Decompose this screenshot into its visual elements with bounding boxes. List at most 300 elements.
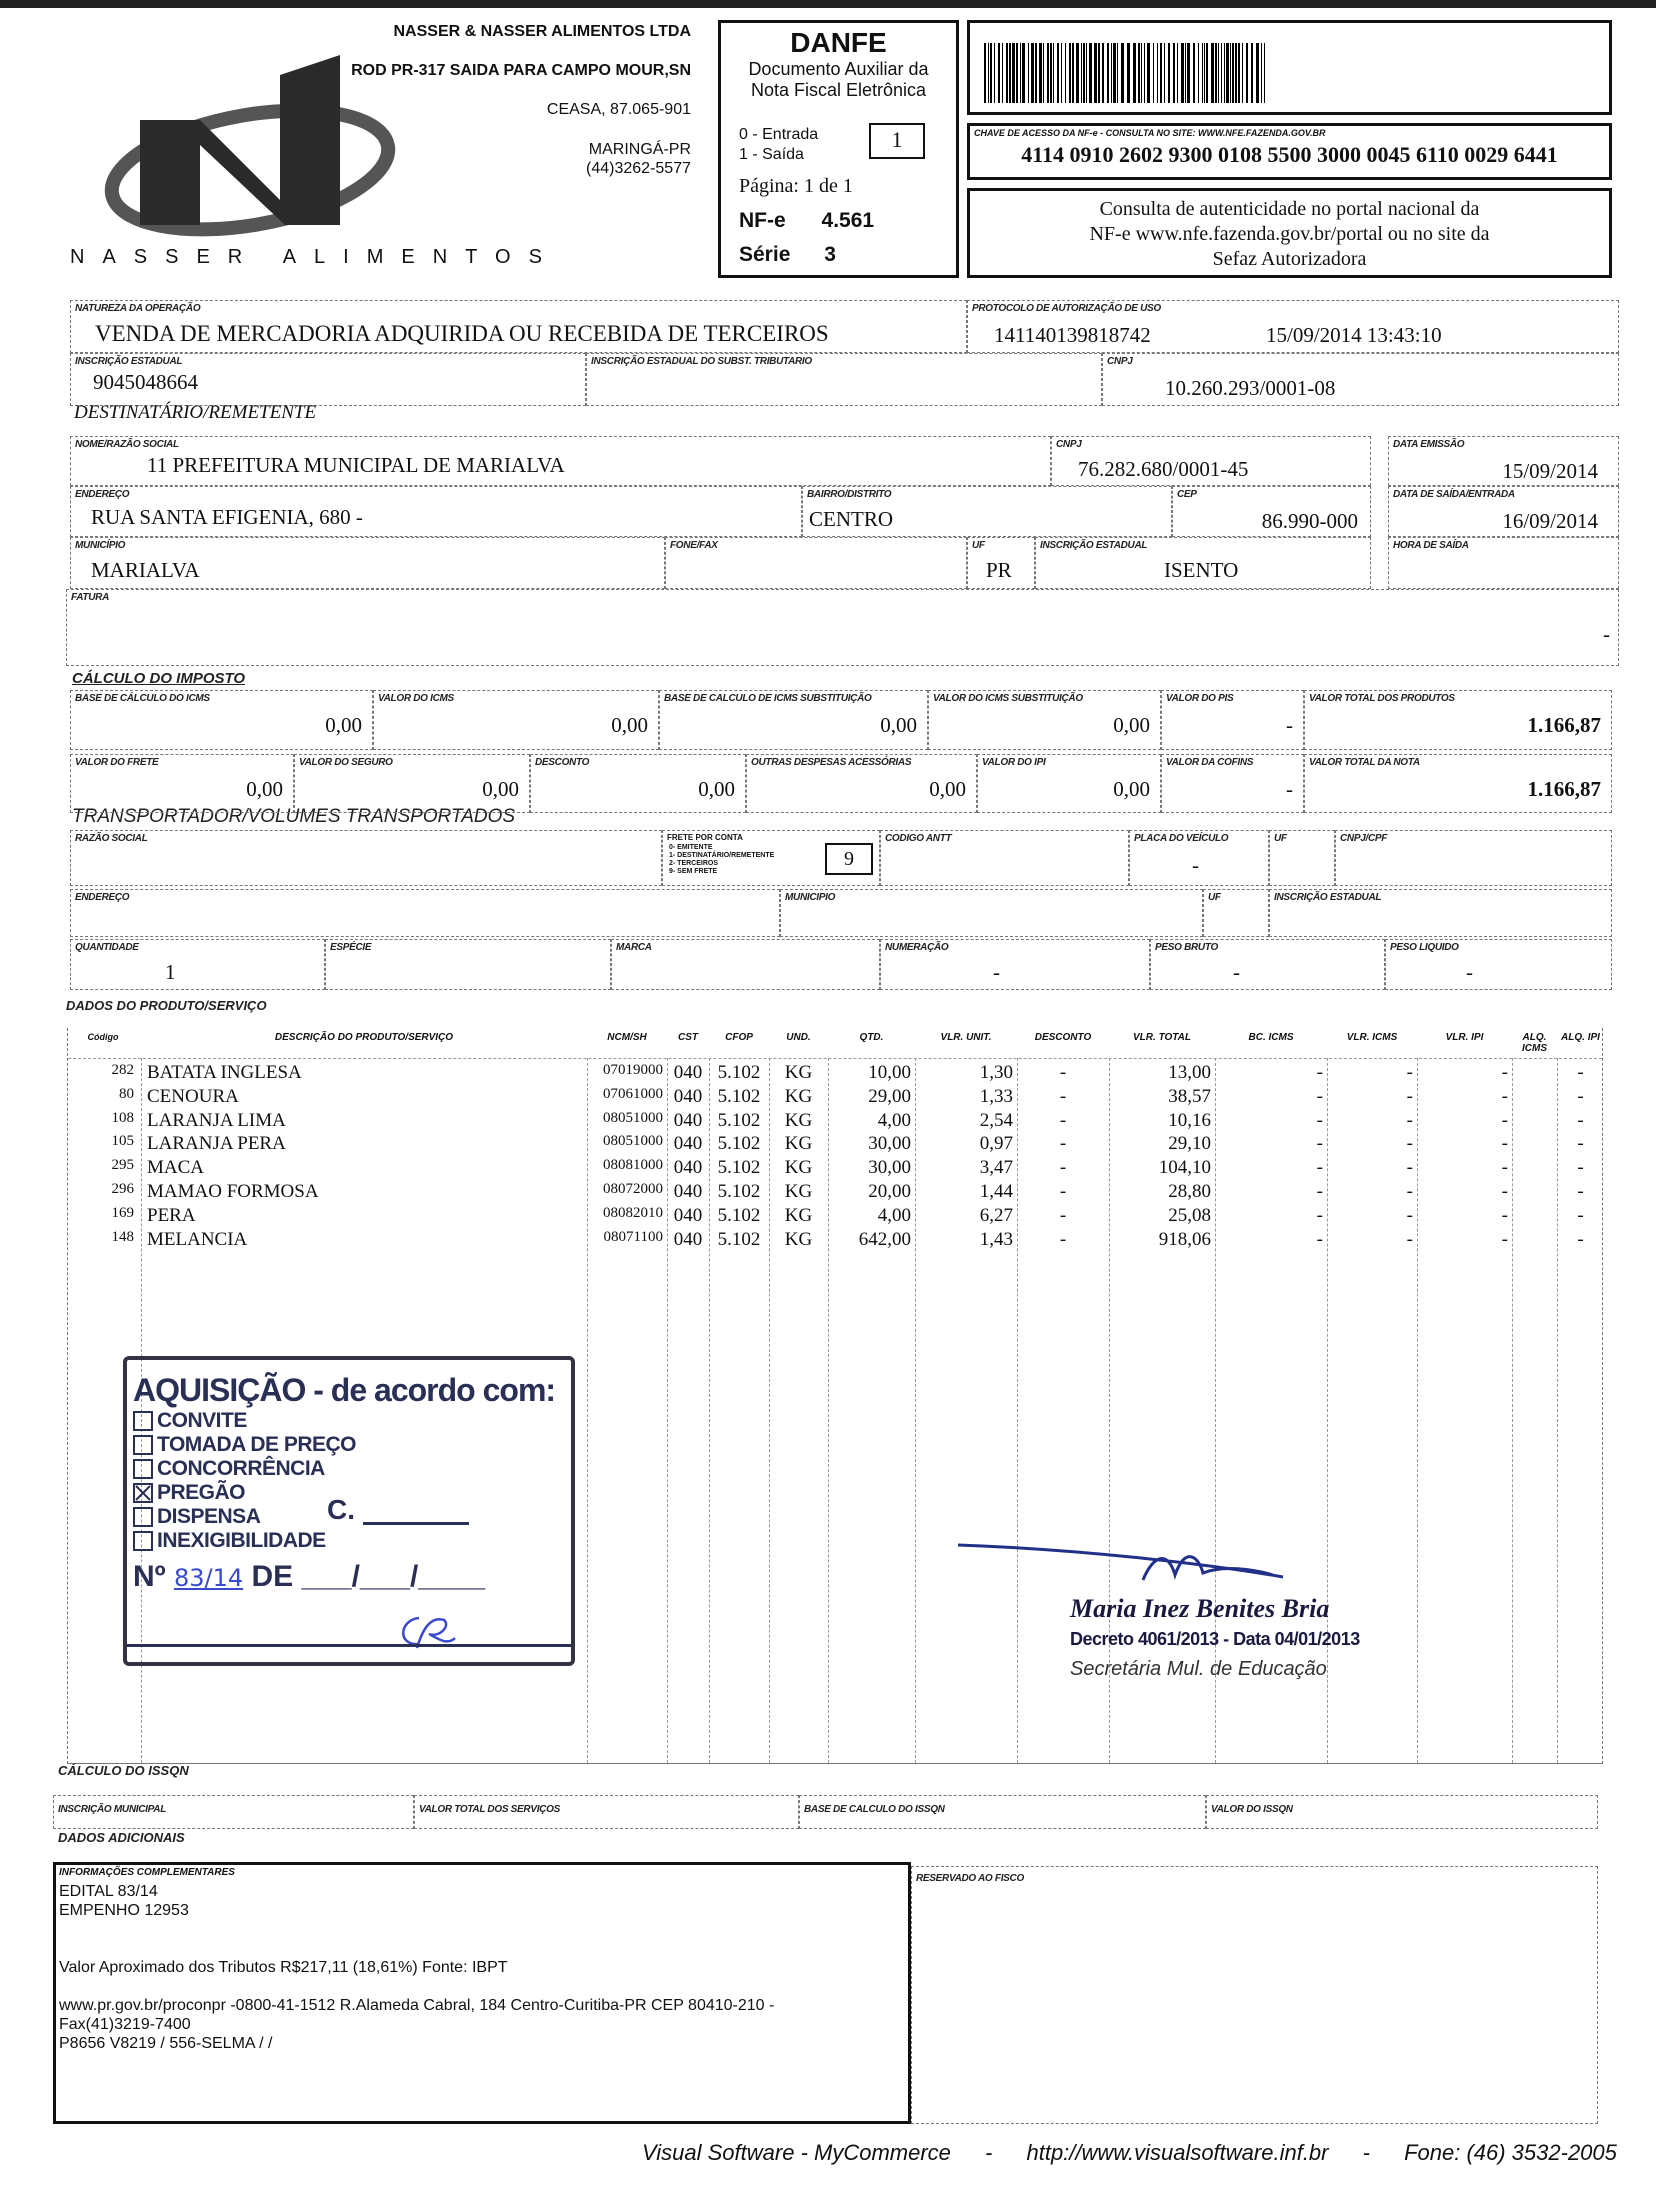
- checkbox-icon: [133, 1435, 153, 1455]
- table-cell: -: [1406, 1181, 1413, 1202]
- issqn-field: [1206, 1795, 1598, 1829]
- imposto-value: 1.166,87: [1527, 777, 1601, 801]
- transp-frete-field: [662, 830, 880, 886]
- table-header-14: ALQ. IPI: [1561, 1032, 1600, 1043]
- table-cell: -: [1501, 1157, 1508, 1179]
- issqn-label: INSCRIÇÃO MUNICIPAL: [58, 1804, 167, 1815]
- imposto-field: [1161, 690, 1304, 750]
- protocolo-date: 15/09/2014 13:43:10: [1266, 323, 1442, 347]
- table-cell: MELANCIA: [147, 1228, 248, 1250]
- dest-cnpj-field: [1051, 436, 1371, 486]
- protocolo-value: 141140139818742: [994, 323, 1151, 347]
- dest-saida-value: 16/09/2014: [1502, 509, 1598, 533]
- imposto-title: CÁLCULO DO IMPOSTO: [72, 670, 246, 687]
- transp-razao-label: RAZÃO SOCIAL: [75, 833, 148, 844]
- tipo-box: 1: [869, 123, 925, 159]
- dest-nome-value: 11 PREFEITURA MUNICIPAL DE MARIALVA: [147, 453, 565, 477]
- danfe-box: [718, 20, 959, 278]
- imposto-value: 0,00: [880, 713, 917, 737]
- table-cell: -: [1316, 1109, 1323, 1131]
- table-cell: 5.102: [717, 1157, 761, 1179]
- protocolo-field: [967, 300, 1619, 353]
- table-cell: -: [1406, 1085, 1413, 1107]
- table-cell: 10,00: [868, 1062, 911, 1083]
- stamp-option-label: INEXIGIBILIDADE: [157, 1529, 326, 1552]
- table-cell: KG: [784, 1204, 813, 1226]
- imposto-label: VALOR TOTAL DA NOTA: [1309, 757, 1420, 768]
- nfe-number: 4.561: [821, 209, 875, 232]
- table-cell: 5.102: [717, 1133, 761, 1155]
- imposto-field: [1304, 754, 1612, 813]
- table-header-2: NCM/SH: [607, 1032, 647, 1043]
- checkbox-icon: [133, 1507, 153, 1527]
- imposto-label: VALOR DO IPI: [982, 757, 1046, 768]
- stamp-c-line: [363, 1522, 469, 1525]
- stamp-option: [133, 1529, 571, 1553]
- natureza-field: [70, 300, 967, 353]
- transp-ie-label: INSCRIÇÃO ESTADUAL: [1274, 892, 1382, 903]
- transp-uf-label: UF: [1274, 833, 1287, 844]
- imposto-field: [1161, 754, 1304, 813]
- stamp-initials: [389, 1608, 459, 1658]
- imposto-field: [70, 754, 294, 813]
- stamp-numero-prefix: Nº: [133, 1560, 166, 1593]
- scan-edge: [0, 0, 1656, 8]
- table-cell: -: [1059, 1204, 1067, 1226]
- dest-emissao-value: 15/09/2014: [1502, 459, 1598, 483]
- table-cell: 1,43: [979, 1228, 1013, 1250]
- info-line: EMPENHO 12953: [59, 1902, 189, 1919]
- especie-field: [325, 939, 611, 990]
- table-cell: 08071100: [603, 1228, 663, 1245]
- table-cell: 5.102: [717, 1228, 761, 1250]
- stamp-de-label: DE: [251, 1560, 294, 1593]
- info-complementares-box: [53, 1862, 911, 2124]
- table-cell: -: [1577, 1204, 1584, 1226]
- numeracao-label: NUMERAÇÃO: [885, 942, 949, 953]
- table-header-0: Código: [87, 1032, 119, 1042]
- imposto-value: 0,00: [929, 777, 966, 801]
- stamp-title: AQUISIÇÃO - de acordo com:: [133, 1372, 556, 1408]
- dest-nome-label: NOME/RAZÃO SOCIAL: [75, 439, 179, 450]
- checked-box-icon: [133, 1483, 153, 1503]
- dest-uf-field: [967, 537, 1035, 589]
- issqn-field: [799, 1795, 1206, 1829]
- table-cell: 1,30: [979, 1062, 1013, 1083]
- imposto-value: -: [1286, 777, 1293, 801]
- table-cell: -: [1501, 1228, 1508, 1250]
- issqn-title: CÁLCULO DO ISSQN: [58, 1763, 189, 1778]
- imposto-value: 0,00: [611, 713, 648, 737]
- imposto-field: [746, 754, 977, 813]
- transp-cnpj-field: [1335, 830, 1612, 886]
- table-cell: 1,44: [979, 1181, 1013, 1202]
- info-line: Valor Aproximado dos Tributos R$217,11 (18,61%) Fonte: IBPT: [59, 1959, 508, 1976]
- table-header-8: DESCONTO: [1034, 1032, 1092, 1043]
- table-cell: 28,80: [1168, 1181, 1211, 1202]
- table-cell: KG: [784, 1228, 813, 1250]
- table-cell: 040: [673, 1181, 703, 1202]
- imposto-field: [373, 690, 659, 750]
- emitter-phone: (44)3262-5577: [586, 159, 691, 177]
- table-cell: -: [1316, 1204, 1323, 1226]
- issqn-label: VALOR TOTAL DOS SERVIÇOS: [419, 1804, 560, 1815]
- frete-option: 0- EMITENTE: [669, 844, 713, 851]
- dest-saida-label: DATA DE SAÍDA/ENTRADA: [1393, 489, 1515, 500]
- table-cell: 040: [673, 1157, 703, 1179]
- peso-bruto-field: [1150, 939, 1385, 990]
- table-cell: -: [1316, 1228, 1323, 1250]
- table-cell: 30,00: [868, 1133, 911, 1155]
- table-cell: 07061000: [603, 1085, 663, 1102]
- table-cell: 040: [673, 1204, 703, 1226]
- info-line: [59, 1920, 905, 1939]
- table-header-3: CST: [678, 1032, 698, 1043]
- table-cell: 104,10: [1158, 1157, 1211, 1179]
- table-cell: 08072000: [603, 1181, 663, 1197]
- marca-label: MARCA: [616, 942, 652, 953]
- stamp-options: [133, 1409, 571, 1553]
- imposto-value: 0,00: [698, 777, 735, 801]
- table-header-5: UND.: [786, 1032, 811, 1043]
- dest-saida-field: [1388, 486, 1619, 537]
- table-cell: -: [1059, 1133, 1067, 1155]
- emitter-district: CEASA, 87.065-901: [546, 101, 691, 119]
- stamp-option: [133, 1409, 571, 1433]
- dest-nome-field: [70, 436, 1051, 486]
- table-cell: 29,10: [1168, 1133, 1211, 1155]
- imposto-value: -: [1286, 713, 1293, 737]
- table-cell: 38,57: [1168, 1085, 1211, 1107]
- table-cell: 282: [111, 1062, 134, 1078]
- table-cell: CENOURA: [147, 1085, 239, 1107]
- dest-emissao-label: DATA EMISSÃO: [1393, 439, 1465, 450]
- table-cell: -: [1059, 1228, 1067, 1250]
- table-cell: 08051000: [603, 1109, 663, 1126]
- dest-hora-label: HORA DE SAÍDA: [1393, 540, 1469, 551]
- table-cell: MAMAO FORMOSA: [147, 1181, 319, 1202]
- transp-razao-field: [70, 830, 662, 886]
- quantidade-value: 1: [165, 960, 176, 984]
- ie-value: 9045048664: [93, 370, 198, 394]
- imposto-value: 0,00: [325, 713, 362, 737]
- imposto-field: [928, 690, 1161, 750]
- stamp-option-label: DISPENSA: [157, 1505, 261, 1528]
- consulta-line3: Sefaz Autorizadora: [1212, 248, 1367, 270]
- emitter-name: NASSER & NASSER ALIMENTOS LTDA: [393, 23, 691, 40]
- table-cell: LARANJA LIMA: [147, 1109, 286, 1131]
- table-cell: 105: [111, 1133, 134, 1150]
- peso-bruto-value: -: [1233, 960, 1240, 984]
- table-header-9: VLR. TOTAL: [1133, 1032, 1191, 1043]
- issqn-label: VALOR DO ISSQN: [1211, 1804, 1293, 1815]
- natureza-label: NATUREZA DA OPERAÇÃO: [75, 303, 201, 314]
- table-cell: -: [1577, 1109, 1584, 1131]
- footer-software: Visual Software - MyCommerce: [642, 2140, 951, 2165]
- table-cell: -: [1059, 1062, 1067, 1083]
- table-cell: 30,00: [868, 1157, 911, 1179]
- table-cell: 1,33: [979, 1085, 1013, 1107]
- table-cell: 5.102: [717, 1181, 761, 1202]
- table-cell: 5.102: [717, 1109, 761, 1131]
- table-cell: 5.102: [717, 1204, 761, 1226]
- table-cell: KG: [784, 1157, 813, 1179]
- table-cell: LARANJA PERA: [147, 1133, 286, 1155]
- fisco-label: RESERVADO AO FISCO: [916, 1873, 1024, 1884]
- table-cell: 040: [673, 1062, 703, 1083]
- especie-label: ESPÉCIE: [330, 942, 372, 953]
- info-label: INFORMAÇÕES COMPLEMENTARES: [59, 1867, 235, 1878]
- quantidade-label: QUANTIDADE: [75, 942, 139, 953]
- footer-fone: Fone: (46) 3532-2005: [1404, 2140, 1617, 2165]
- table-cell: -: [1501, 1109, 1508, 1131]
- reservado-fisco-box: [911, 1866, 1598, 2124]
- table-cell: KG: [784, 1133, 813, 1155]
- table-cell: 6,27: [979, 1204, 1013, 1226]
- signature-name: Maria Inez Benites Bria: [1070, 1594, 1330, 1623]
- info-lines: [59, 1882, 905, 2053]
- imposto-label: BASE DE CALCULO DE ICMS SUBSTITUIÇÃO: [664, 693, 872, 704]
- dest-bairro-value: CENTRO: [809, 507, 893, 531]
- table-cell: PERA: [147, 1204, 196, 1226]
- acquisition-stamp: [123, 1356, 575, 1666]
- imposto-value: 0,00: [482, 777, 519, 801]
- chave-label: CHAVE DE ACESSO DA NF-e - CONSULTA NO SITE: WWW.NFE.FAZENDA.GOV.BR: [974, 128, 1326, 138]
- frete-option: 1- DESTINATÁRIO/REMETENTE: [669, 852, 775, 859]
- table-cell: 4,00: [877, 1109, 911, 1131]
- table-cell: 295: [111, 1157, 134, 1174]
- table-cell: 0,97: [979, 1133, 1013, 1155]
- dest-ie-label: INSCRIÇÃO ESTADUAL: [1040, 540, 1148, 551]
- consulta-box: [967, 188, 1612, 278]
- peso-liquido-field: [1385, 939, 1612, 990]
- table-cell: 918,06: [1158, 1228, 1211, 1250]
- transp-ie-field: [1269, 889, 1612, 937]
- table-cell: KG: [784, 1085, 813, 1107]
- dest-uf-value: PR: [986, 558, 1012, 582]
- imposto-field: [530, 754, 746, 813]
- imposto-label: VALOR DO SEGURO: [299, 757, 393, 768]
- dest-endereco-label: ENDEREÇO: [75, 489, 130, 500]
- dest-hora-field: [1388, 537, 1619, 589]
- dest-emissao-field: [1388, 436, 1619, 486]
- imposto-field: [294, 754, 530, 813]
- imposto-label: VALOR DO PIS: [1166, 693, 1234, 704]
- info-line: EDITAL 83/14: [59, 1883, 158, 1900]
- frete-option: 2- TERCEIROS: [669, 860, 719, 867]
- cnpj-value: 10.260.293/0001-08: [1165, 376, 1336, 400]
- frete-label: FRETE POR CONTA: [667, 833, 743, 842]
- dest-municipio-label: MUNICÍPIO: [75, 540, 126, 551]
- consulta-line2: NF-e www.nfe.fazenda.gov.br/portal ou no site da: [1089, 223, 1490, 245]
- stamp-option-label: TOMADA DE PREÇO: [157, 1433, 357, 1456]
- barcode: [984, 43, 1596, 103]
- pagina: Página: 1 de 1: [739, 175, 853, 197]
- table-cell: -: [1406, 1109, 1413, 1131]
- imposto-value: 0,00: [1113, 777, 1150, 801]
- emitter-block: [351, 22, 691, 178]
- table-cell: -: [1316, 1157, 1323, 1179]
- issqn-label: BASE DE CALCULO DO ISSQN: [804, 1804, 945, 1815]
- peso-liquido-label: PESO LIQUIDO: [1390, 942, 1459, 953]
- fatura-value: -: [1603, 622, 1610, 646]
- dest-municipio-field: [70, 537, 665, 589]
- transp-municipio-field: [780, 889, 1203, 937]
- peso-bruto-label: PESO BRUTO: [1155, 942, 1218, 953]
- dest-endereco-field: [70, 486, 802, 537]
- stamp-c-label: C.: [327, 1494, 355, 1525]
- ie-st-field: [586, 353, 1102, 406]
- imposto-label: VALOR DO ICMS SUBSTITUIÇÃO: [933, 693, 1083, 704]
- destinatario-title: DESTINATÁRIO/REMETENTE: [74, 402, 317, 423]
- table-cell: -: [1406, 1228, 1413, 1250]
- barcode-box: [967, 20, 1612, 115]
- footer-url[interactable]: http://www.visualsoftware.inf.br: [1026, 2140, 1329, 2165]
- table-cell: -: [1577, 1133, 1584, 1155]
- table-cell: 108: [111, 1109, 134, 1126]
- cnpj-label: CNPJ: [1107, 356, 1133, 367]
- imposto-label: VALOR DO FRETE: [75, 757, 159, 768]
- table-cell: 25,08: [1168, 1204, 1211, 1226]
- table-cell: 040: [673, 1133, 703, 1155]
- table-cell: 2,54: [979, 1109, 1013, 1131]
- imposto-value: 0,00: [246, 777, 283, 801]
- info-line: [59, 1939, 905, 1958]
- table-cell: MACA: [147, 1157, 205, 1179]
- table-header-11: VLR. ICMS: [1346, 1032, 1398, 1043]
- table-cell: 08081000: [603, 1157, 663, 1174]
- table-cell: -: [1501, 1181, 1508, 1202]
- checkbox-icon: [133, 1531, 153, 1551]
- imposto-label: VALOR DA COFINS: [1166, 757, 1254, 768]
- table-cell: -: [1501, 1204, 1508, 1226]
- fatura-field: [66, 589, 1619, 666]
- header-divider: [68, 1058, 1602, 1059]
- transp-endereco-field: [70, 889, 780, 937]
- table-cell: -: [1406, 1133, 1413, 1155]
- emitter-city: MARINGÁ-PR: [588, 140, 691, 158]
- stamp-option-label: CONVITE: [157, 1409, 247, 1432]
- info-line: [59, 1977, 905, 1996]
- consulta-line1: Consulta de autenticidade no portal nacional da: [1099, 198, 1480, 220]
- entrada-label: 0 - Entrada: [739, 126, 819, 143]
- table-cell: 13,00: [1168, 1062, 1211, 1083]
- stamp-numero: 83/14: [173, 1564, 244, 1592]
- dest-cnpj-value: 76.282.680/0001-45: [1078, 457, 1249, 481]
- frete-option: 9- SEM FRETE: [669, 868, 718, 875]
- transp-uf2-label: UF: [1208, 892, 1221, 903]
- dest-bairro-field: [802, 486, 1172, 537]
- ie-field: [70, 353, 586, 406]
- table-cell: 642,00: [858, 1228, 911, 1250]
- protocolo-label: PROTOCOLO DE AUTORIZAÇÃO DE USO: [972, 303, 1161, 314]
- table-cell: -: [1577, 1181, 1584, 1202]
- dest-ie-field: [1035, 537, 1371, 589]
- table-header-7: VLR. UNIT.: [940, 1032, 992, 1043]
- emitter-cnpj-field: [1102, 353, 1619, 406]
- dest-cnpj-label: CNPJ: [1056, 439, 1082, 450]
- dest-cep-label: CEP: [1177, 489, 1197, 500]
- chave-box: [967, 123, 1612, 180]
- table-cell: -: [1316, 1062, 1323, 1083]
- table-cell: -: [1501, 1133, 1508, 1155]
- table-cell: -: [1059, 1181, 1067, 1202]
- dest-fone-field: [665, 537, 967, 589]
- signature-cargo: Secretária Mul. de Educação: [1070, 1658, 1327, 1680]
- chave-value: 4114 0910 2602 9300 0108 5500 3000 0045 6110 0029 6441: [1021, 142, 1558, 167]
- ie-st-label: INSCRIÇÃO ESTADUAL DO SUBST. TRIBUTARIO: [591, 356, 812, 367]
- info-line: P8656 V8219 / 556-SELMA / /: [59, 2035, 273, 2052]
- natureza-value: VENDA DE MERCADORIA ADQUIRIDA OU RECEBIDA DE TERCEIROS: [95, 321, 829, 346]
- fatura-label: FATURA: [71, 592, 110, 603]
- table-cell: -: [1501, 1062, 1508, 1083]
- table-header-10: BC. ICMS: [1248, 1032, 1294, 1043]
- dest-ie-value: ISENTO: [1164, 558, 1239, 582]
- table-cell: -: [1406, 1204, 1413, 1226]
- serie-label: Série: [739, 243, 791, 266]
- table-cell: -: [1059, 1109, 1067, 1131]
- stamp-option-label: CONCORRÊNCIA: [157, 1457, 325, 1480]
- table-header-12: VLR. IPI: [1445, 1032, 1484, 1043]
- table-cell: 10,16: [1168, 1109, 1211, 1131]
- signature-block: [1070, 1594, 1360, 1684]
- checkbox-icon: [133, 1411, 153, 1431]
- table-cell: 296: [111, 1181, 134, 1197]
- table-cell: -: [1316, 1133, 1323, 1155]
- imposto-label: DESCONTO: [535, 757, 590, 768]
- transp-uf2-field: [1203, 889, 1269, 937]
- emitter-address: ROD PR-317 SAIDA PARA CAMPO MOUR,SN: [351, 62, 691, 80]
- serie-number: 3: [824, 243, 836, 266]
- dest-fone-label: FONE/FAX: [670, 540, 718, 551]
- table-cell: -: [1316, 1085, 1323, 1107]
- table-cell: -: [1577, 1228, 1584, 1250]
- placa-label: PLACA DO VEÍCULO: [1134, 833, 1229, 844]
- table-cell: 5.102: [717, 1085, 761, 1107]
- produtos-title: DADOS DO PRODUTO/SERVIÇO: [66, 998, 267, 1013]
- imposto-label: VALOR TOTAL DOS PRODUTOS: [1309, 693, 1455, 704]
- imposto-label: BASE DE CÁLCULO DO ICMS: [75, 693, 210, 704]
- quantidade-field: [70, 939, 325, 990]
- info-line: www.pr.gov.br/proconpr -0800-41-1512 R.Alameda Cabral, 184 Centro-Curitiba-PR CEP 80410-210 -: [59, 1997, 775, 2014]
- table-cell: -: [1577, 1157, 1584, 1179]
- table-cell: 5.102: [717, 1062, 761, 1083]
- footer-sep1: -: [985, 2140, 993, 2165]
- table-cell: 29,00: [868, 1085, 911, 1107]
- ie-label: INSCRIÇÃO ESTADUAL: [75, 356, 183, 367]
- footer-sep2: -: [1362, 2140, 1370, 2165]
- stamp-date: ___/___/____: [301, 1560, 486, 1593]
- column-divider: [1512, 1058, 1513, 1763]
- table-cell: -: [1316, 1181, 1323, 1202]
- stamp-bottom-line: [127, 1644, 571, 1647]
- table-cell: KG: [784, 1109, 813, 1131]
- footer: [642, 2140, 1617, 2166]
- dest-cep-field: [1172, 486, 1371, 537]
- table-cell: KG: [784, 1181, 813, 1202]
- numeracao-field: [880, 939, 1150, 990]
- table-cell: 4,00: [877, 1204, 911, 1226]
- issqn-field: [53, 1795, 414, 1829]
- imposto-label: VALOR DO ICMS: [378, 693, 454, 704]
- adicionais-title: DADOS ADICIONAIS: [58, 1830, 185, 1845]
- imposto-field: [977, 754, 1161, 813]
- stamp-option-label: PREGÃO: [157, 1481, 246, 1504]
- info-line: Fax(41)3219-7400: [59, 2016, 191, 2033]
- danfe-subtitle1: Documento Auxiliar da: [748, 59, 929, 79]
- table-cell: KG: [784, 1062, 813, 1083]
- peso-liquido-value: -: [1466, 960, 1473, 984]
